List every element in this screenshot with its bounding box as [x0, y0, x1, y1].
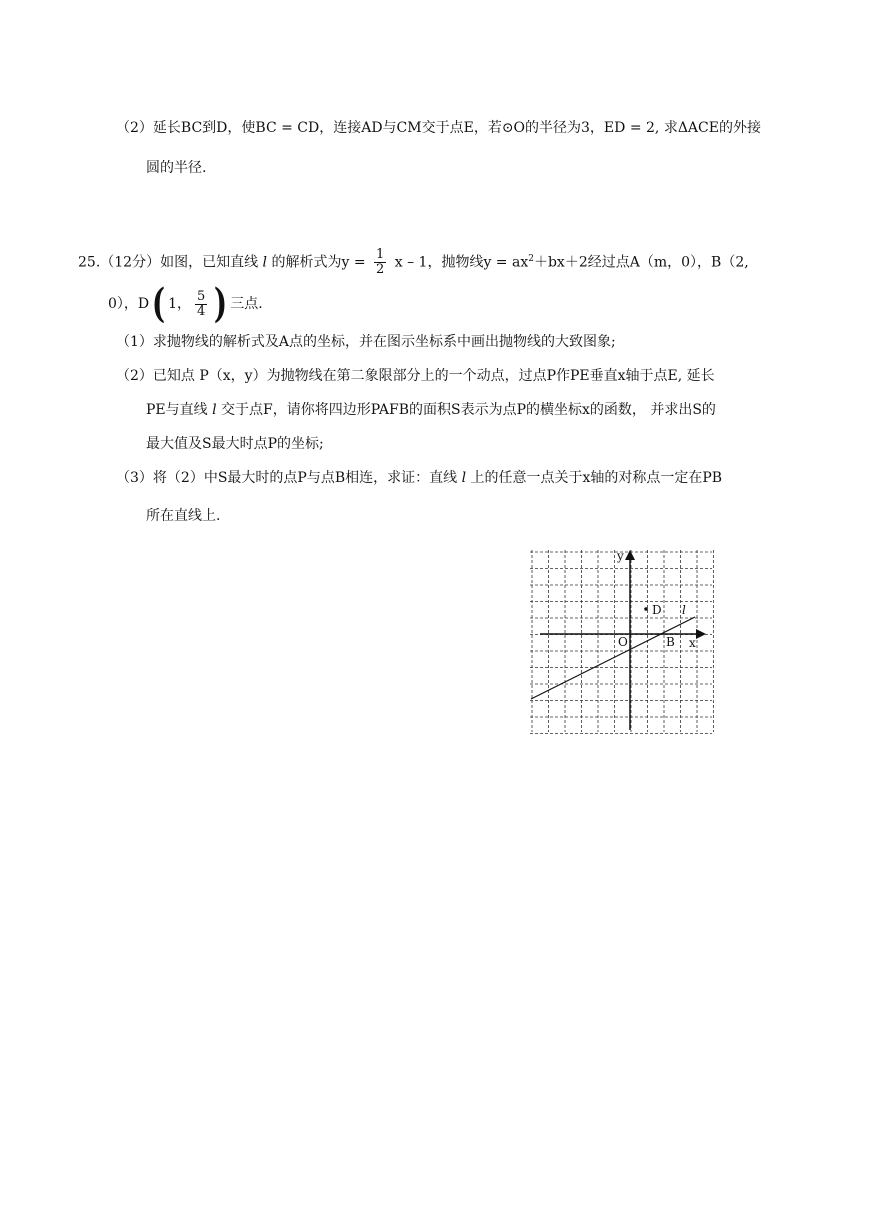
- q25-part2-text-b: 交于点F，请你将四边形PAFB的面积S表示为点P的横坐标x的函数， 并求出S的: [216, 402, 716, 418]
- fraction-denominator: 4: [197, 303, 206, 319]
- q25-part3-text-b: 上的任意一点关于x轴的对称点一定在PB: [466, 470, 723, 486]
- q25-intro-line1: [78, 242, 749, 280]
- q24-part2-line1: （2）延长BC到D，使BC = CD，连接AD与CM交于点E，若⊙O的半径为3，ED = 2, 求ΔACE的外接: [116, 120, 761, 136]
- line-l-name: l: [262, 254, 268, 271]
- q25-intro-line2: [108, 280, 263, 327]
- q25-intro-text-b: 的解析式为y =: [267, 254, 371, 271]
- origin-label: O: [618, 635, 628, 649]
- q25-intro-text-e: 0），D: [108, 296, 150, 312]
- square-exponent: 2: [528, 254, 534, 264]
- x-axis-label: x: [689, 636, 696, 650]
- q25-part2-line1: （2）已知点 P（x，y）为抛物线在第二象限部分上的一个动点，过点P作PE垂直x轴于点E, 延长: [116, 368, 715, 384]
- line-l-name: l: [461, 470, 467, 486]
- point-d-label: D: [652, 603, 662, 617]
- line-l: [531, 617, 695, 699]
- q25-part1: （1）求抛物线的解析式及A点的坐标，并在图示坐标系中画出抛物线的大致图象;: [116, 334, 616, 350]
- fraction-one-half: [374, 248, 386, 277]
- right-paren-icon: ): [214, 280, 228, 327]
- fraction-numerator: 1: [376, 247, 385, 263]
- q25-part2-line3: 最大值及S最大时点P的坐标;: [146, 436, 324, 452]
- q25-part3-line2: 所在直线上.: [146, 508, 221, 524]
- point-d: [644, 607, 648, 611]
- q25-intro-text-d: ＋bx＋2经过点A（m，0），B（2,: [533, 254, 749, 271]
- q25-part3-text-a: （3）将（2）中S最大时的点P与点B相连，求证：直线: [116, 470, 462, 486]
- line-l-label: l: [682, 603, 686, 617]
- coordinate-grid-figure: [528, 548, 714, 734]
- left-paren-icon: (: [151, 280, 166, 327]
- q25-part2-text-a: PE与直线: [146, 402, 213, 418]
- q25-part2-line2: [146, 400, 716, 420]
- q25-intro-text-a: 25.（12分）如图，已知直线: [78, 254, 263, 271]
- y-axis-label: y: [617, 549, 624, 563]
- q25-intro-text-f: 三点.: [230, 296, 263, 312]
- fraction-denominator: 2: [376, 262, 385, 278]
- point-b-label: B: [666, 635, 675, 649]
- y-axis-arrow-icon: [625, 550, 635, 560]
- q25-intro-text-c: x – 1，抛物线y = ax: [390, 254, 529, 271]
- q24-part2-line2: 圆的半径.: [146, 160, 207, 176]
- fraction-five-quarters: [195, 290, 207, 319]
- line-l-name: l: [212, 402, 217, 418]
- point-d-x: 1，: [168, 296, 191, 312]
- x-axis-arrow-icon: [696, 629, 706, 639]
- q25-part3-line1: [116, 468, 722, 488]
- fraction-numerator: 5: [197, 288, 206, 304]
